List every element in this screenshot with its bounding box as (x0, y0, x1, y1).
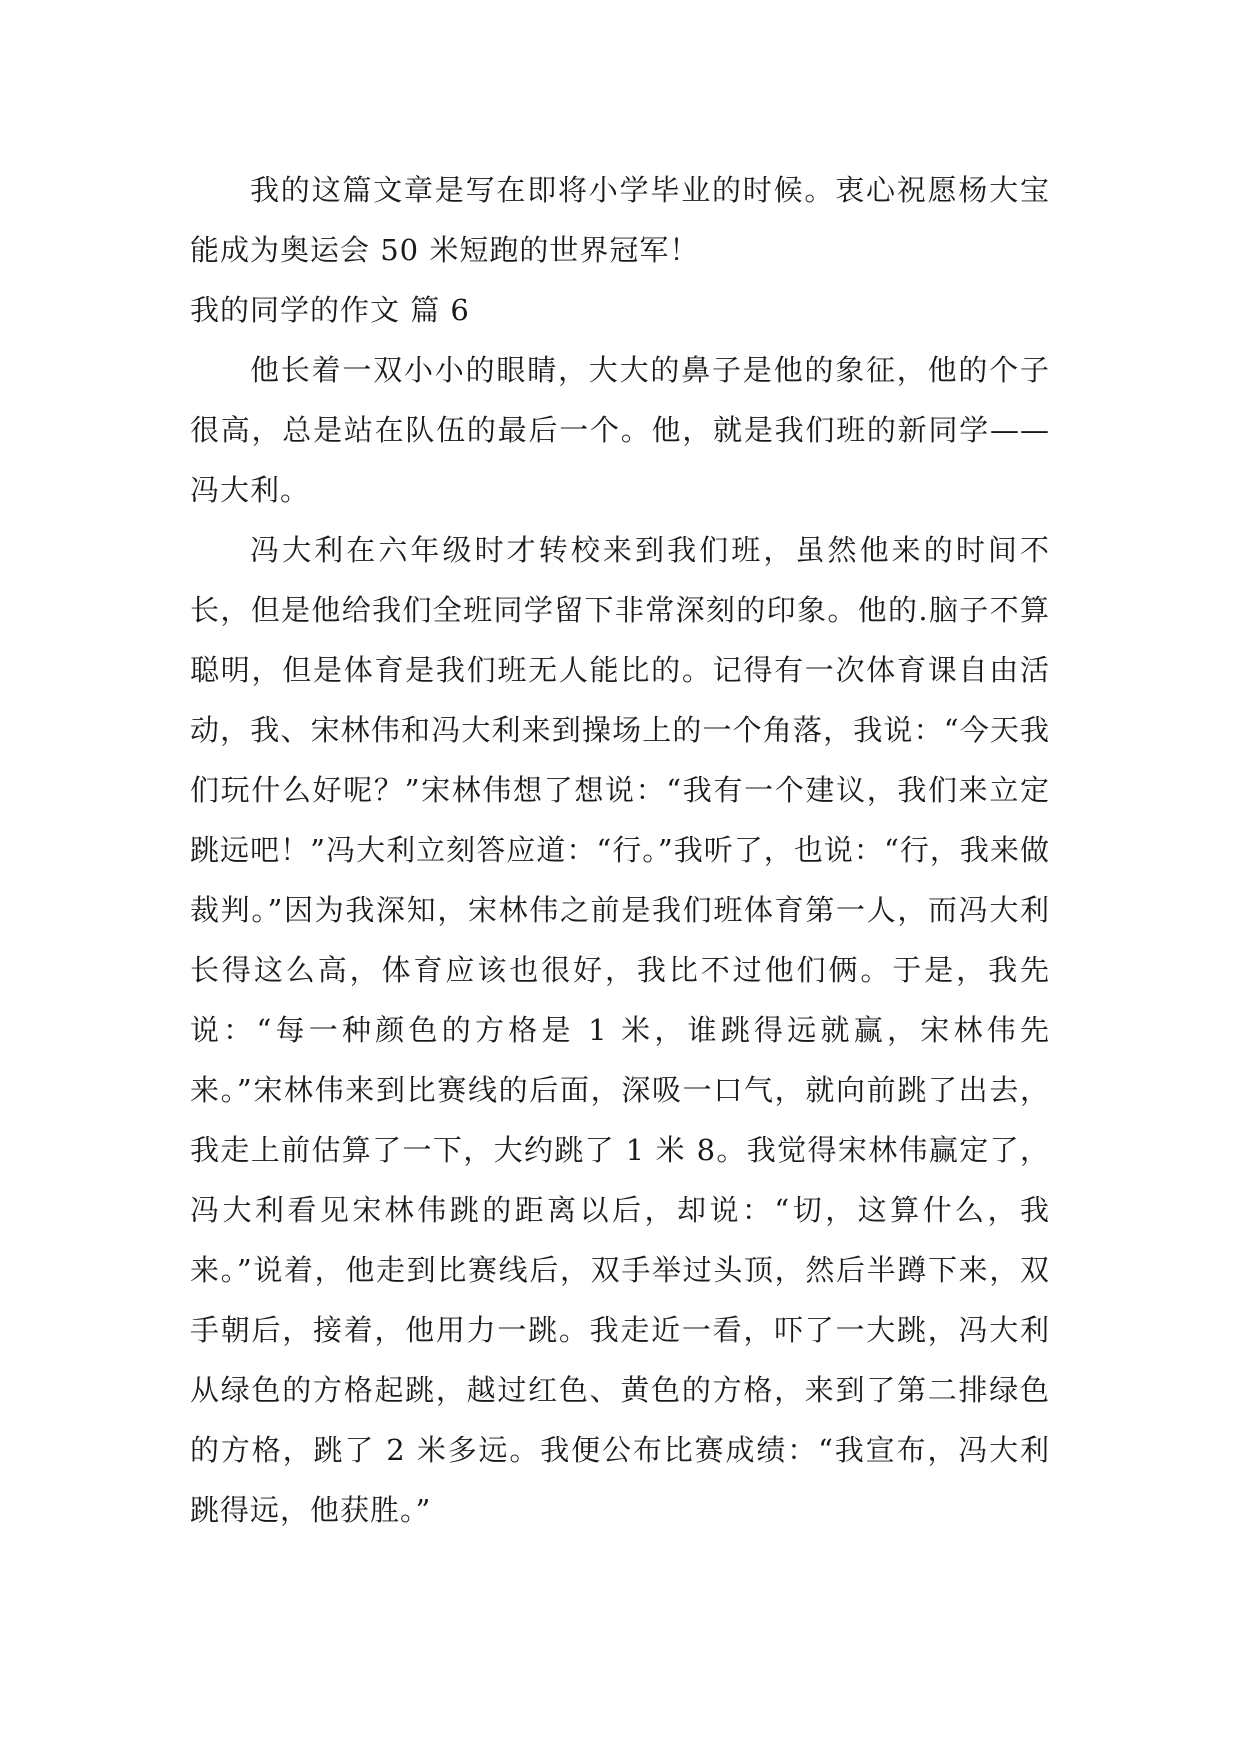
section-heading: 我的同学的作文 篇 6 (190, 293, 470, 327)
paragraph-intro: 他长着一双小小的眼睛，大大的鼻子是他的象征，他的个子很高，总是站在队伍的最后一个。他，就是我们班的新同学——冯大利。 (190, 353, 1050, 507)
document-body (190, 160, 1050, 1540)
paragraph-story: 冯大利在六年级时才转校来到我们班，虽然他来的时间不长，但是他给我们全班同学留下非常深刻的印象。他的.脑子不算聪明，但是体育是我们班无人能比的。记得有一次体育课自由活动，我、宋林伟和冯大利来到操场上的一个角落，我说：“今天我们玩什么好呢？”宋林伟想了想说：“我有一个建议，我们来立定跳远吧！”冯大利立刻答应道：“行。”我听了，也说：“行，我来做裁判。”因为我深知，宋林伟之前是我们班体育第一人，而冯大利长得这么高，体育应该也很好，我比不过他们俩。于是，我先说：“每一种颜色的方格是 1 米，谁跳得远就赢，宋林伟先来。”宋林伟来到比赛线的后面，深吸一口气，就向前跳了出去，我走上前估算了一下，大约跳了 1 米 8。我觉得宋林伟赢定了，冯大利看见宋林伟跳的距离以后，却说：“切，这算什么，我来。”说着，他走到比赛线后，双手举过头顶，然后半蹲下来，双手朝后，接着，他用力一跳。我走近一看，吓了一大跳，冯大利从绿色的方格起跳，越过红色、黄色的方格，来到了第二排绿色的方格，跳了 2 米多远。我便公布比赛成绩：“我宣布，冯大利跳得远，他获胜。” (190, 533, 1050, 1527)
paragraph-closing: 我的这篇文章是写在即将小学毕业的时候。衷心祝愿杨大宝能成为奥运会 50 米短跑的世界冠军！ (190, 173, 1050, 267)
